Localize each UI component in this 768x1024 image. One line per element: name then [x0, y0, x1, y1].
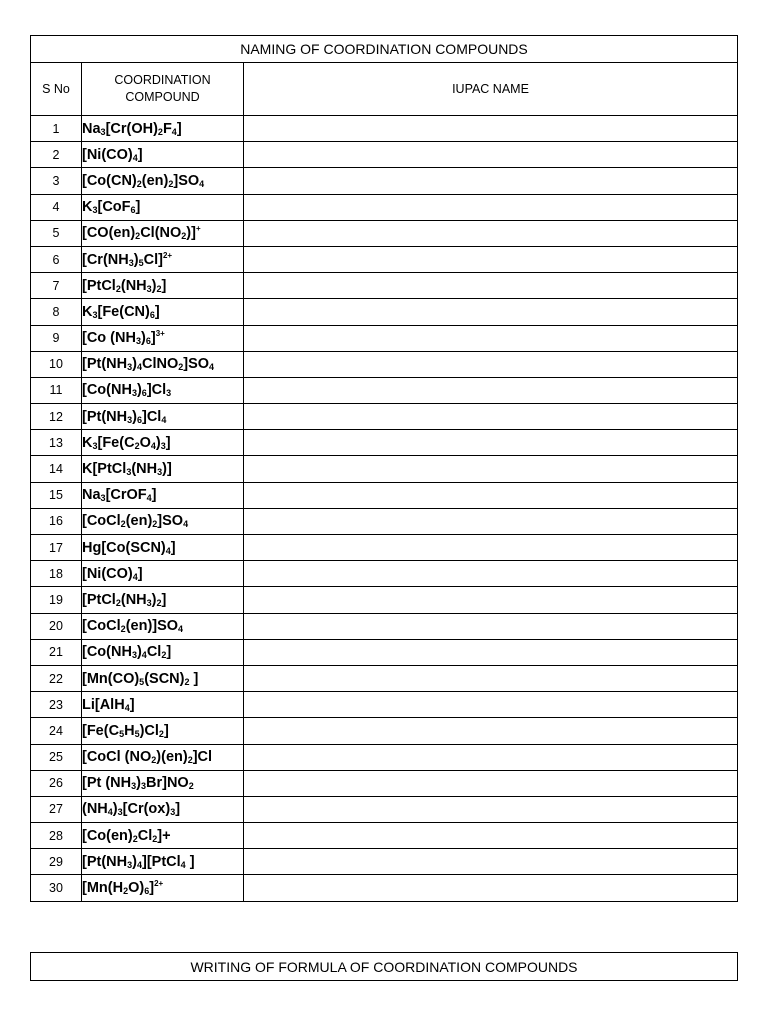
iupac-name-cell[interactable] — [244, 456, 738, 482]
naming-table — [30, 35, 738, 902]
table-row — [31, 377, 738, 403]
compound-formula: $[PtCl_2(NH_3)_2]$ — [82, 587, 244, 613]
table-row — [31, 535, 738, 561]
compound-formula: $[PtCl_2(NH_3)_2]$ — [82, 273, 244, 299]
row-number: 29 — [31, 849, 82, 875]
row-number: 7 — [31, 273, 82, 299]
row-number: 20 — [31, 613, 82, 639]
table-row — [31, 456, 738, 482]
iupac-name-cell[interactable] — [244, 535, 738, 561]
compound-formula: $[Co(CN)_2(en)_2]SO_4$ — [82, 168, 244, 194]
row-number: 17 — [31, 535, 82, 561]
section2-title: WRITING OF FORMULA OF COORDINATION COMPOUNDS — [31, 953, 738, 981]
compound-formula: $[Ni(CO)_4]$ — [82, 561, 244, 587]
header-iupac: IUPAC NAME — [244, 63, 738, 116]
compound-formula: $K_3[CoF_6]$ — [82, 194, 244, 220]
compound-formula: $[Pt(NH_3)_4ClNO_2]SO_4$ — [82, 351, 244, 377]
row-number: 14 — [31, 456, 82, 482]
iupac-name-cell[interactable] — [244, 823, 738, 849]
header-compound-line1: COORDINATION — [114, 73, 211, 87]
compound-formula: [Co $(NH_3)_6]^{3+}$ — [82, 325, 244, 351]
compound-formula: $[Mn(H_2O)_6]^{2+}$ — [82, 875, 244, 901]
compound-formula: [CoCl $(NO_2)(en)_2]Cl$ — [82, 744, 244, 770]
iupac-name-cell[interactable] — [244, 246, 738, 272]
compound-formula: $K_3[Fe(CN)_6]$ — [82, 299, 244, 325]
table-title: NAMING OF COORDINATION COMPOUNDS — [31, 36, 738, 63]
iupac-name-cell[interactable] — [244, 142, 738, 168]
iupac-name-cell[interactable] — [244, 482, 738, 508]
table-row — [31, 823, 738, 849]
header-compound — [82, 63, 244, 116]
iupac-name-cell[interactable] — [244, 875, 738, 901]
compound-formula: $Na_3[CrOF_4]$ — [82, 482, 244, 508]
iupac-name-cell[interactable] — [244, 770, 738, 796]
table-row — [31, 220, 738, 246]
row-number: 24 — [31, 718, 82, 744]
iupac-name-cell[interactable] — [244, 194, 738, 220]
row-number: 25 — [31, 744, 82, 770]
iupac-name-cell[interactable] — [244, 116, 738, 142]
iupac-name-cell[interactable] — [244, 561, 738, 587]
table-row — [31, 168, 738, 194]
compound-formula: [Pt $(NH_3)_3Br]NO_2$ — [82, 770, 244, 796]
row-number: 11 — [31, 377, 82, 403]
iupac-name-cell[interactable] — [244, 220, 738, 246]
compound-formula: $[Co(NH_3)_4Cl_2]$ — [82, 639, 244, 665]
table-row — [31, 639, 738, 665]
row-number: 22 — [31, 665, 82, 691]
row-number: 3 — [31, 168, 82, 194]
row-number: 18 — [31, 561, 82, 587]
iupac-name-cell[interactable] — [244, 273, 738, 299]
compound-formula: $[CoCl_2(en)_2]SO_4$ — [82, 508, 244, 534]
row-number: 5 — [31, 220, 82, 246]
table-row — [31, 482, 738, 508]
row-number: 10 — [31, 351, 82, 377]
compound-formula: Li[AlH$_4$] — [82, 692, 244, 718]
iupac-name-cell[interactable] — [244, 430, 738, 456]
compound-formula: $[Co(NH_3)_6]Cl_3$ — [82, 377, 244, 403]
row-number: 28 — [31, 823, 82, 849]
compound-formula: $[Pt(NH_3)_4][PtCl_4$ ] — [82, 849, 244, 875]
table-row — [31, 116, 738, 142]
table-row — [31, 665, 738, 691]
iupac-name-cell[interactable] — [244, 168, 738, 194]
row-number: 13 — [31, 430, 82, 456]
compound-formula: [$Mn(CO)_5(SCN)_2$ ] — [82, 665, 244, 691]
iupac-name-cell[interactable] — [244, 587, 738, 613]
iupac-name-cell[interactable] — [244, 796, 738, 822]
iupac-name-cell[interactable] — [244, 849, 738, 875]
table-row — [31, 430, 738, 456]
row-number: 30 — [31, 875, 82, 901]
table-row — [31, 718, 738, 744]
iupac-name-cell[interactable] — [244, 351, 738, 377]
row-number: 21 — [31, 639, 82, 665]
compound-formula: $Hg[Co(SCN)_4]$ — [82, 535, 244, 561]
compound-formula: $[Pt(NH_3)_6]Cl_4$ — [82, 404, 244, 430]
row-number: 12 — [31, 404, 82, 430]
compound-formula: $K_3[Fe(C_2O_4)_3]$ — [82, 430, 244, 456]
compound-formula: $[Fe(C_5H_5)Cl_2]$ — [82, 718, 244, 744]
row-number: 19 — [31, 587, 82, 613]
table-row — [31, 299, 738, 325]
row-number: 23 — [31, 692, 82, 718]
iupac-name-cell[interactable] — [244, 299, 738, 325]
table-row — [31, 325, 738, 351]
header-compound-line2: COMPOUND — [125, 90, 200, 104]
iupac-name-cell[interactable] — [244, 718, 738, 744]
table-row — [31, 744, 738, 770]
row-number: 15 — [31, 482, 82, 508]
table-row — [31, 508, 738, 534]
compound-formula: $[Co(en)_2Cl_2]+$ — [82, 823, 244, 849]
iupac-name-cell[interactable] — [244, 744, 738, 770]
iupac-name-cell[interactable] — [244, 404, 738, 430]
compound-formula: $Na_3[Cr(OH)_2F_4]$ — [82, 116, 244, 142]
compound-formula: $[CO(en)_2Cl(NO_2)]^+$ — [82, 220, 244, 246]
iupac-name-cell[interactable] — [244, 613, 738, 639]
row-number: 8 — [31, 299, 82, 325]
table-row — [31, 587, 738, 613]
table-row — [31, 194, 738, 220]
table-row — [31, 273, 738, 299]
compound-formula: $[Cr(NH_3)_5Cl]^{2+}$ — [82, 246, 244, 272]
row-number: 26 — [31, 770, 82, 796]
table-row — [31, 404, 738, 430]
iupac-name-cell[interactable] — [244, 377, 738, 403]
iupac-name-cell[interactable] — [244, 692, 738, 718]
row-number: 16 — [31, 508, 82, 534]
table-row — [31, 351, 738, 377]
compound-formula: $[CoCl_2(en)]SO_4$ — [82, 613, 244, 639]
row-number: 1 — [31, 116, 82, 142]
iupac-name-cell[interactable] — [244, 508, 738, 534]
iupac-name-cell[interactable] — [244, 639, 738, 665]
table-row — [31, 246, 738, 272]
table-row — [31, 770, 738, 796]
row-number: 6 — [31, 246, 82, 272]
row-number: 9 — [31, 325, 82, 351]
table-row — [31, 613, 738, 639]
table-row — [31, 561, 738, 587]
table-row — [31, 692, 738, 718]
table-row — [31, 796, 738, 822]
table-body — [31, 116, 738, 902]
table-row — [31, 849, 738, 875]
row-number: 4 — [31, 194, 82, 220]
compound-formula: $(NH_4)_3[Cr(ox)_3]$ — [82, 796, 244, 822]
row-number: 27 — [31, 796, 82, 822]
iupac-name-cell[interactable] — [244, 325, 738, 351]
compound-formula: $[Ni(CO)_4]$ — [82, 142, 244, 168]
table-row — [31, 142, 738, 168]
compound-formula: $K[PtCl_3(NH_3)]$ — [82, 456, 244, 482]
iupac-name-cell[interactable] — [244, 665, 738, 691]
row-number: 2 — [31, 142, 82, 168]
formula-writing-table — [30, 952, 738, 981]
table-row — [31, 875, 738, 901]
header-sno: S No — [31, 63, 82, 116]
